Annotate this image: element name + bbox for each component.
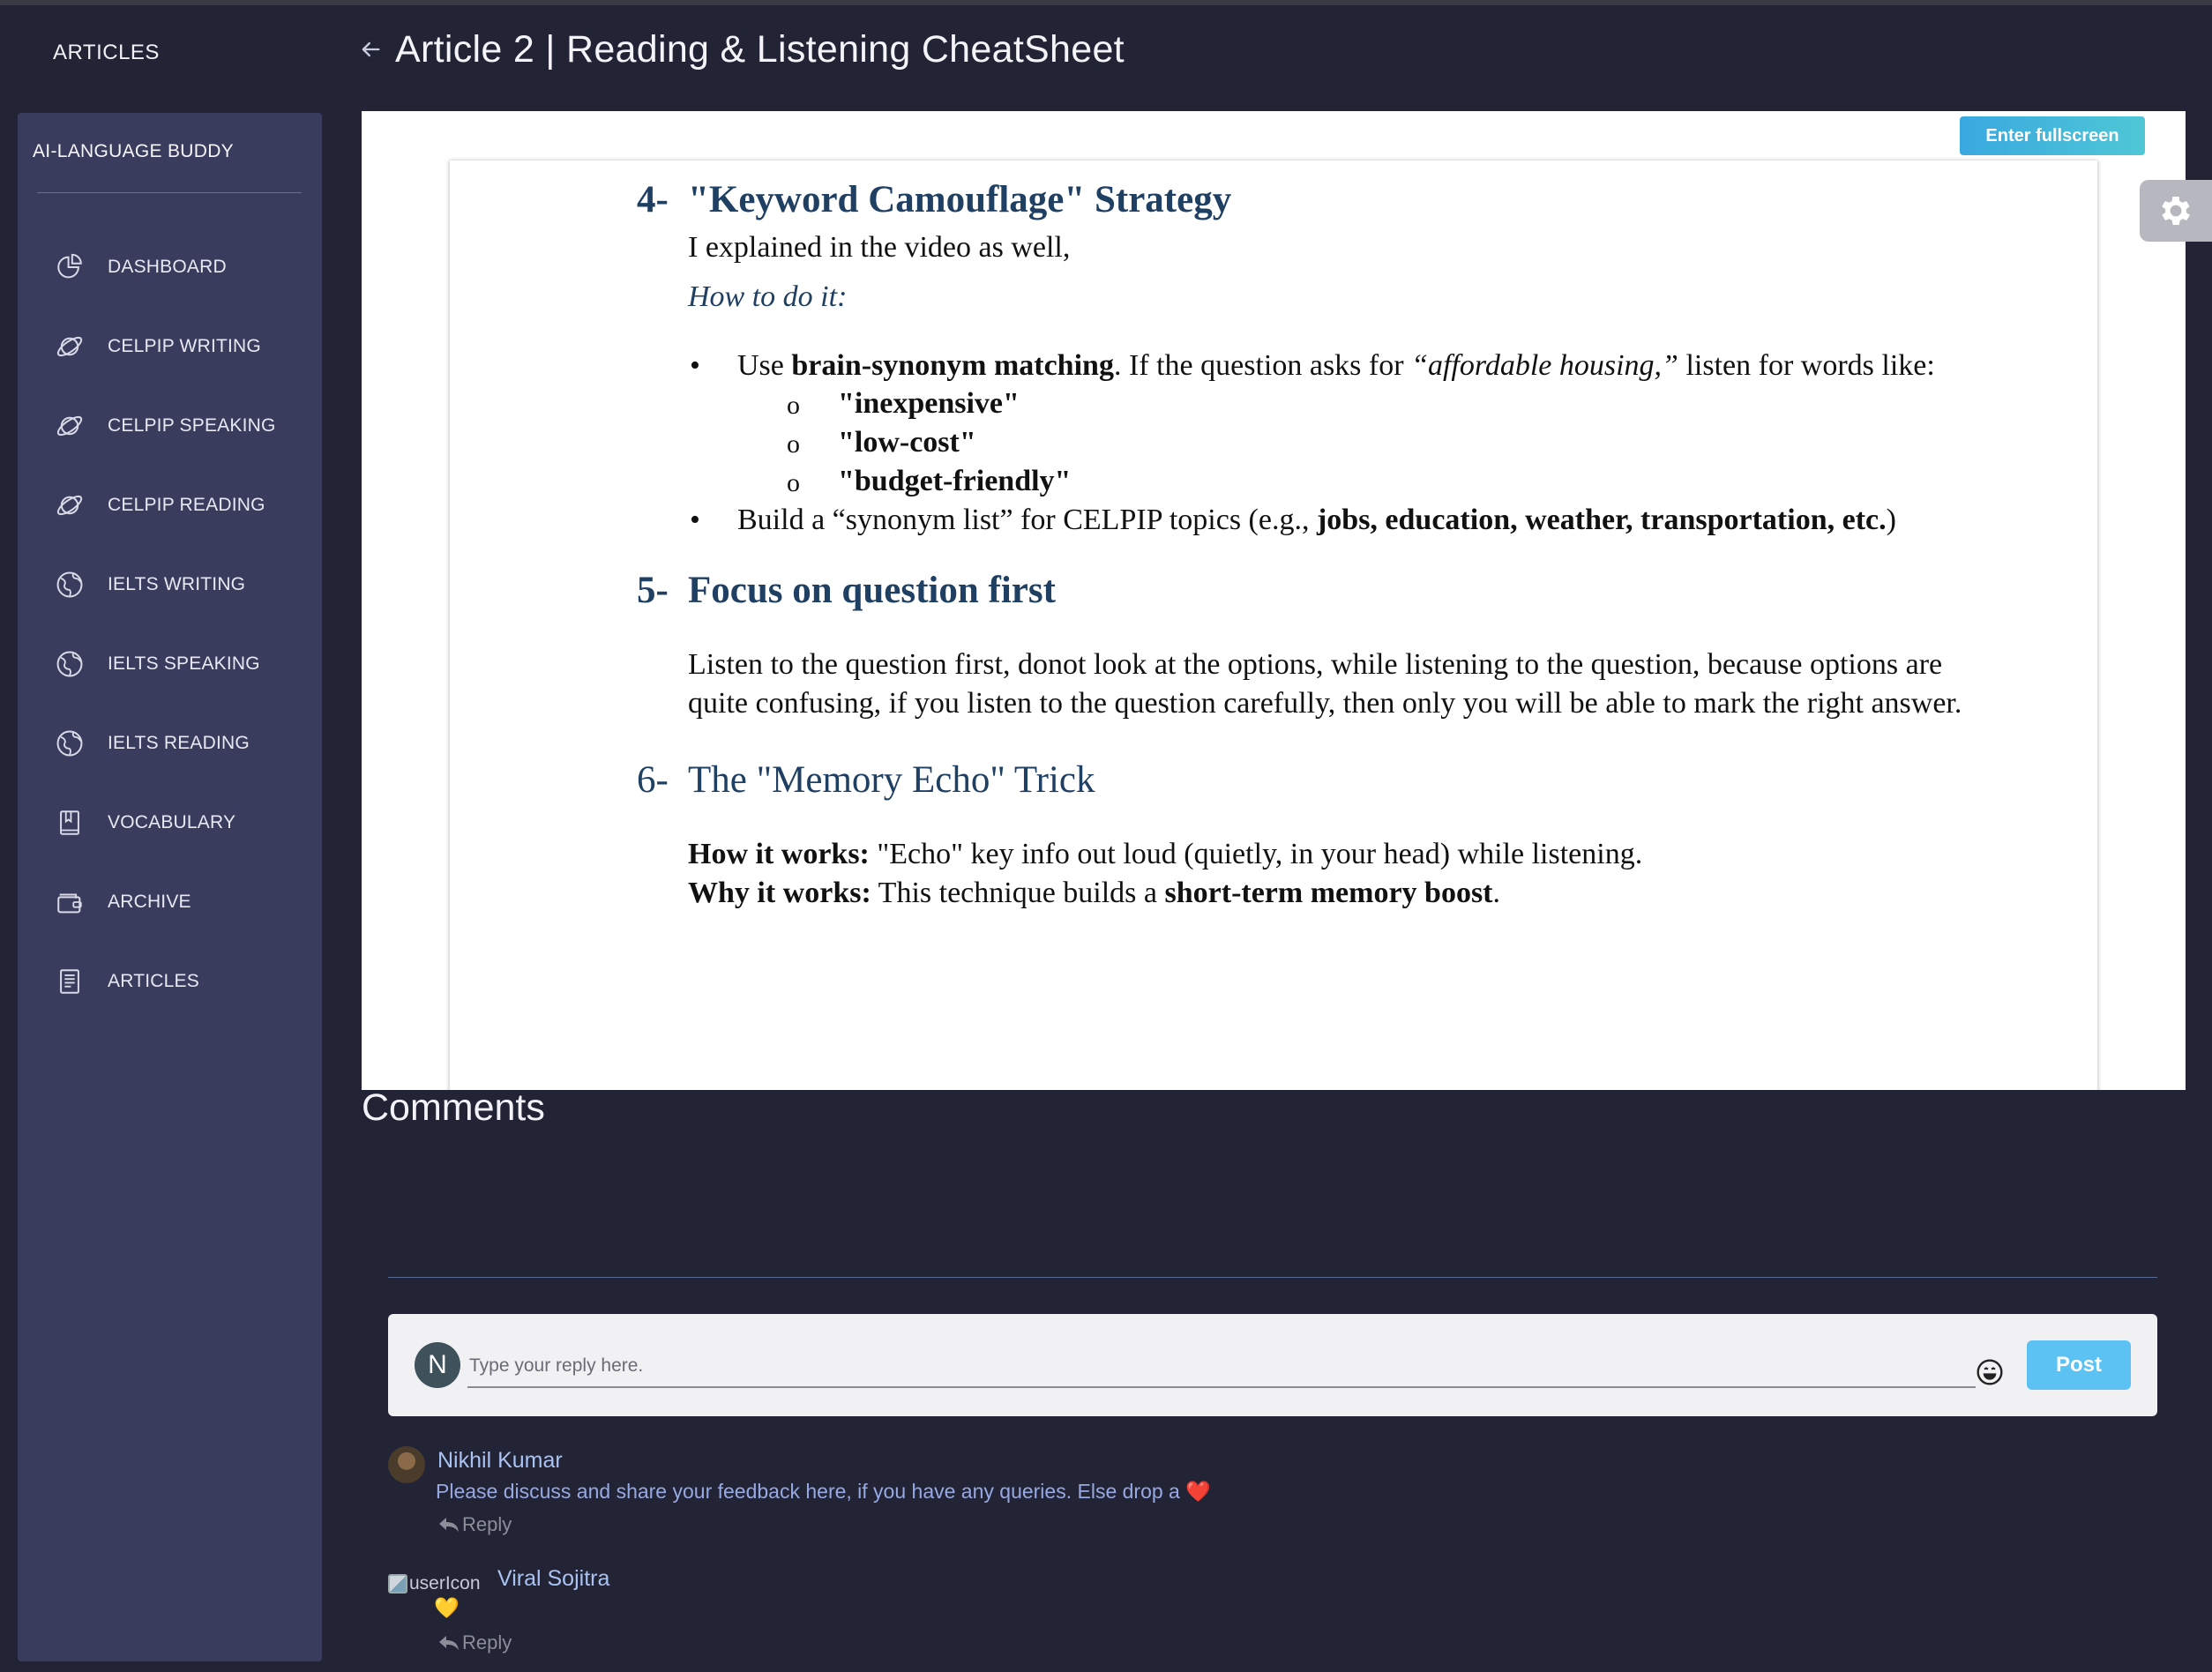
section-4-bullets — [637, 347, 2013, 539]
avatar: N — [415, 1342, 460, 1388]
globe-icon — [55, 649, 85, 679]
comment-author[interactable]: Viral Sojitra — [497, 1566, 610, 1591]
comment-item — [388, 1446, 1446, 1543]
avatar — [388, 1573, 481, 1594]
sidebar-item-label: IELTS READING — [108, 733, 250, 753]
sidebar-item-label: ARCHIVE — [108, 892, 191, 912]
sidebar-item-archive[interactable] — [18, 862, 322, 942]
sidebar-item-label: VOCABULARY — [108, 812, 236, 832]
page-header — [358, 23, 1125, 76]
enter-fullscreen-button[interactable]: Enter fullscreen — [1960, 116, 2145, 155]
list-item: • Use brain-synonym matching. If the question asks for “affordable housing,” listen for words like: o "inexpensive" o "low-cost" o "budget-friendly" — [637, 347, 2013, 501]
list-item: o "inexpensive" — [737, 384, 2013, 423]
comment-item — [388, 1566, 1446, 1663]
list-item: o "budget-friendly" — [737, 462, 2013, 501]
sidebar-item-label: IELTS WRITING — [108, 574, 246, 594]
section-6-heading: 6- The "Memory Echo" Trick — [637, 759, 1095, 801]
comments-divider — [388, 1277, 2157, 1278]
section-5-body: Listen to the question first, donot look at the options, while listening to the question, because options are quite confusing, if you listen to the question carefully, then only you will be able to mark the right answer. — [688, 648, 1962, 720]
section-6-why: Why it works: This technique builds a short-term memory boost. — [688, 877, 1501, 909]
list-item: o "low-cost" — [737, 423, 2013, 462]
settings-button[interactable] — [2140, 180, 2212, 242]
comment-text: Please discuss and share your feedback here, if you have any queries. Else drop a ❤️ — [436, 1480, 1211, 1503]
reply-button[interactable] — [437, 1631, 512, 1654]
sidebar-item-label: IELTS SPEAKING — [108, 653, 260, 674]
section-title: ARTICLES — [53, 41, 160, 64]
sidebar-item-celpip-reading[interactable] — [18, 466, 322, 545]
comment-text: 💛 — [434, 1596, 460, 1619]
comment-author[interactable]: Nikhil Kumar — [437, 1448, 563, 1473]
wallet-icon — [55, 887, 85, 917]
planet-icon — [55, 332, 85, 362]
back-arrow-icon[interactable] — [358, 37, 383, 62]
sidebar-item-label: ARTICLES — [108, 971, 199, 991]
brand-divider — [37, 192, 302, 193]
sidebar-item-celpip-writing[interactable] — [18, 307, 322, 386]
sidebar-item-ielts-speaking[interactable] — [18, 624, 322, 704]
pie-chart-icon — [55, 252, 85, 282]
sidebar-nav — [18, 228, 322, 1021]
comments-title: Comments — [362, 1086, 545, 1129]
section-4-intro: I explained in the video as well, — [688, 231, 1071, 264]
sidebar-item-vocabulary[interactable] — [18, 783, 322, 862]
emoji-picker-icon[interactable] — [1976, 1358, 2004, 1386]
brand-name: AI-LANGUAGE BUDDY — [33, 141, 234, 161]
broken-image-icon — [388, 1574, 407, 1594]
planet-icon — [55, 490, 85, 520]
sidebar — [18, 113, 322, 1661]
globe-icon — [55, 728, 85, 758]
list-item: • Build a “synonym list” for CELPIP topics (e.g., jobs, education, weather, transportation, etc.) — [637, 501, 2013, 539]
gear-icon — [2156, 191, 2195, 230]
section-4-heading: 4- "Keyword Camouflage" Strategy — [637, 179, 1232, 220]
sidebar-item-label: CELPIP WRITING — [108, 336, 261, 356]
book-icon — [55, 808, 85, 838]
globe-icon — [55, 570, 85, 600]
planet-icon — [55, 411, 85, 441]
sidebar-item-label: CELPIP SPEAKING — [108, 415, 276, 436]
reply-label: Reply — [462, 1513, 512, 1535]
sidebar-item-label: DASHBOARD — [108, 257, 227, 277]
sidebar-item-articles[interactable] — [18, 942, 322, 1021]
avatar — [388, 1446, 425, 1483]
sidebar-item-ielts-writing[interactable] — [18, 545, 322, 624]
reply-button[interactable] — [437, 1513, 512, 1536]
avatar-alt-text: userIcon — [409, 1573, 481, 1594]
document-viewer[interactable] — [362, 111, 2186, 1090]
document-content — [637, 178, 2013, 913]
section-5-heading: 5- Focus on question first — [637, 570, 1056, 611]
sidebar-item-label: CELPIP READING — [108, 495, 265, 515]
reply-arrow-icon — [437, 1516, 460, 1534]
section-4-how-to: How to do it: — [688, 280, 848, 313]
synonym-sublist — [737, 384, 2013, 501]
sidebar-item-celpip-speaking[interactable] — [18, 386, 322, 466]
reply-input[interactable] — [467, 1346, 1976, 1388]
section-6-how: How it works: "Echo" key info out loud (quietly, in your head) while listening. — [688, 838, 1643, 870]
page-title: Article 2 | Reading & Listening CheatSheet — [395, 27, 1125, 71]
window-top-border — [0, 0, 2212, 5]
document-icon — [55, 967, 85, 996]
reply-arrow-icon — [437, 1634, 460, 1652]
reply-box — [388, 1314, 2157, 1416]
sidebar-item-dashboard[interactable] — [18, 228, 322, 307]
post-button[interactable]: Post — [2027, 1340, 2131, 1390]
reply-label: Reply — [462, 1631, 512, 1653]
sidebar-item-ielts-reading[interactable] — [18, 704, 322, 783]
